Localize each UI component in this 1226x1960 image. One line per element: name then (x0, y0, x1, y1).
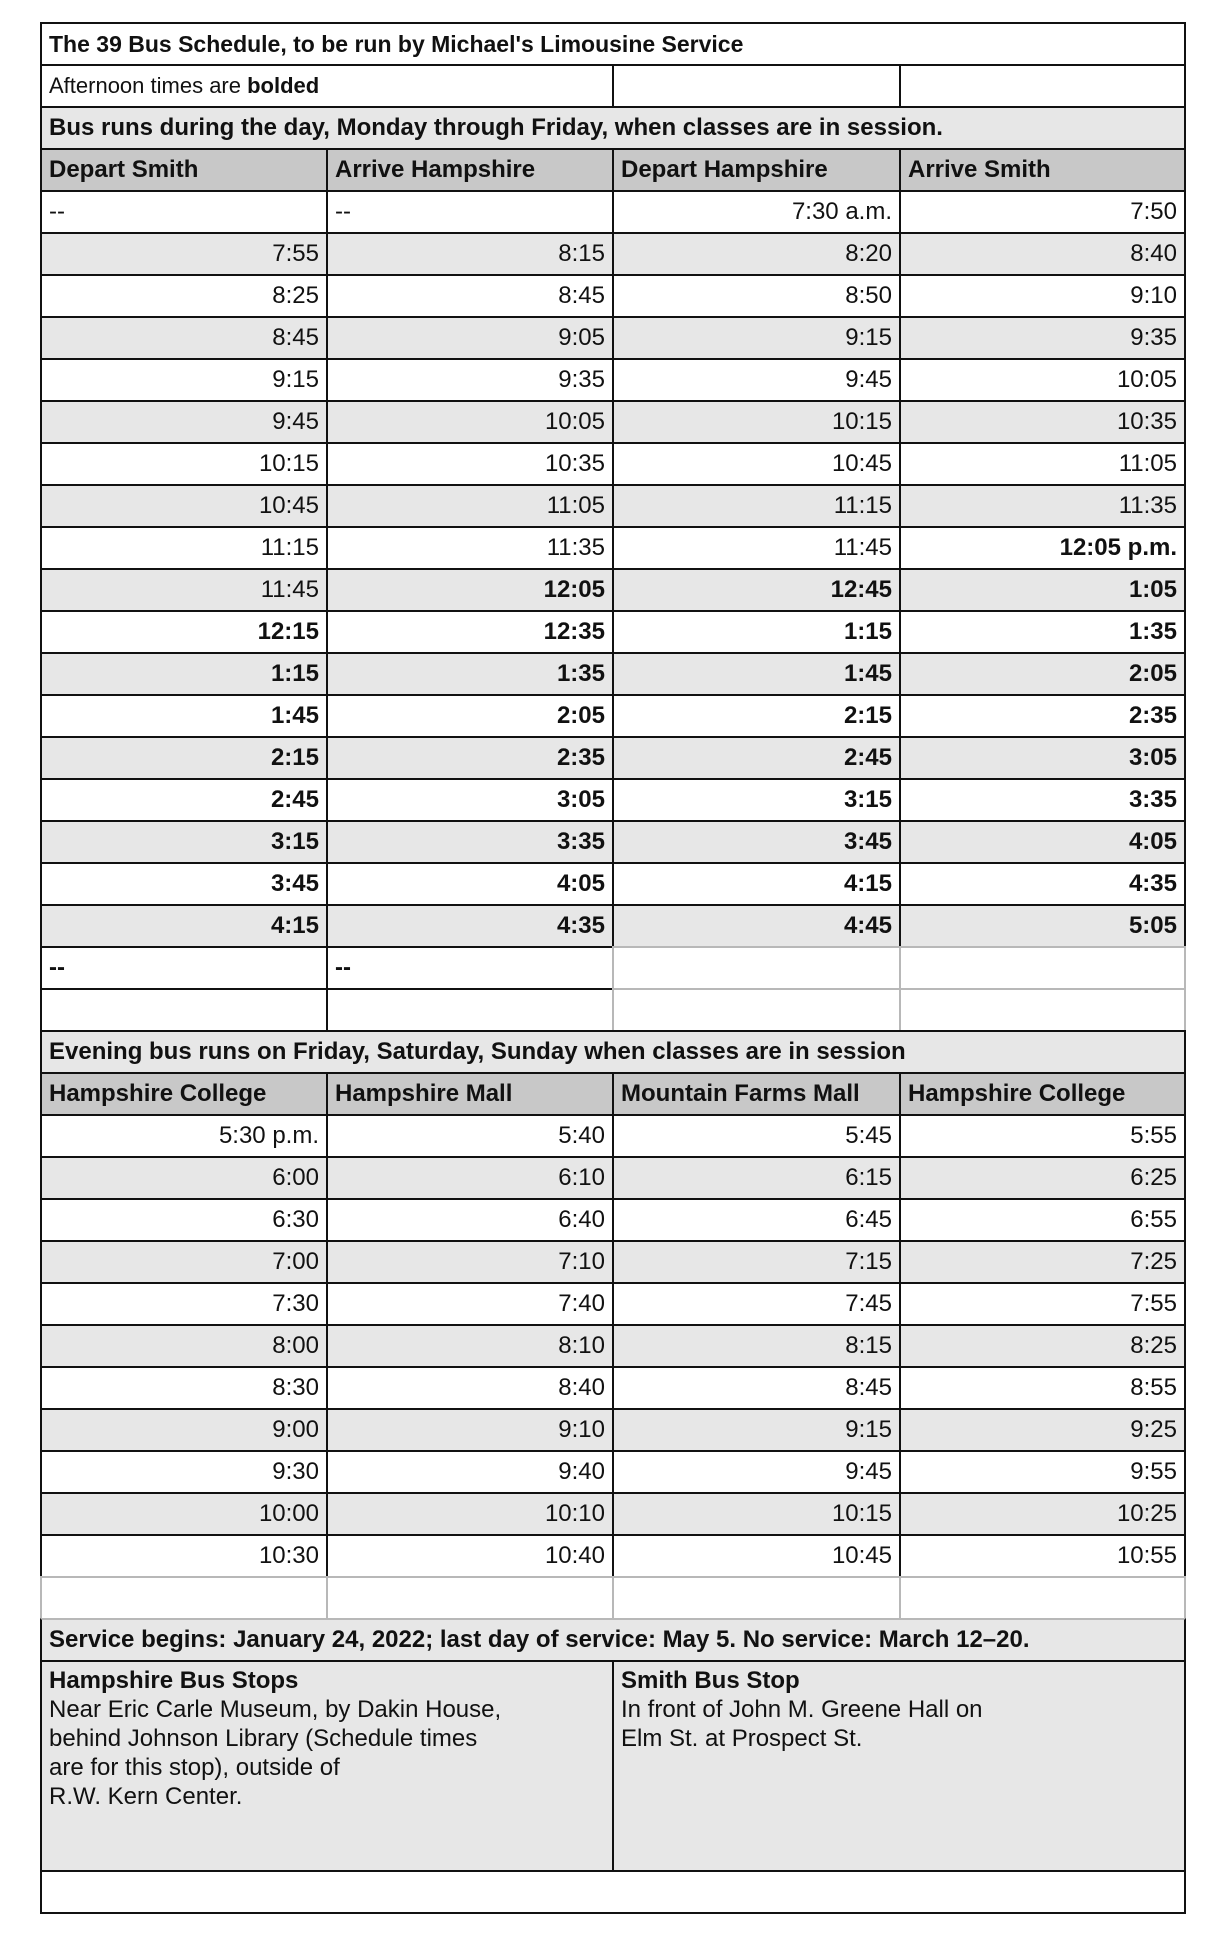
weekday-table-body (40, 190, 1186, 1030)
schedule-cell: 11:35 (326, 526, 612, 568)
afternoon-note (40, 64, 612, 106)
schedule-cell: -- (326, 190, 612, 232)
smith-stop-line: Elm St. at Prospect St. (621, 1725, 863, 1752)
schedule-cell: 8:45 (326, 274, 612, 316)
schedule-cell: 4:15 (612, 862, 899, 904)
schedule-cell: 9:10 (899, 274, 1186, 316)
schedule-cell: 1:15 (612, 610, 899, 652)
table-row (40, 1492, 1186, 1534)
schedule-cell: 4:05 (899, 820, 1186, 862)
schedule-cell: 11:15 (612, 484, 899, 526)
schedule-cell: 3:45 (612, 820, 899, 862)
empty-cell (612, 64, 899, 106)
schedule-cell: 10:55 (899, 1534, 1186, 1576)
schedule-cell: 7:50 (899, 190, 1186, 232)
schedule-cell: 6:30 (40, 1198, 326, 1240)
schedule-cell: 2:05 (899, 652, 1186, 694)
schedule-cell: 7:30 a.m. (612, 190, 899, 232)
schedule-cell: 3:05 (326, 778, 612, 820)
schedule-cell: 4:45 (612, 904, 899, 946)
schedule-cell: 8:45 (612, 1366, 899, 1408)
schedule-cell: 10:15 (612, 1492, 899, 1534)
schedule-cell: 11:45 (612, 526, 899, 568)
table-row (40, 862, 1186, 904)
schedule-cell: 1:05 (899, 568, 1186, 610)
schedule-cell: 2:45 (40, 778, 326, 820)
service-dates-note: Service begins: January 24, 2022; last day of service: May 5. No service: March 12–20. (40, 1618, 1186, 1660)
schedule-cell: 6:25 (899, 1156, 1186, 1198)
table-row (40, 274, 1186, 316)
schedule-cell: 9:10 (326, 1408, 612, 1450)
schedule-cell: 9:55 (899, 1450, 1186, 1492)
schedule-cell: 8:10 (326, 1324, 612, 1366)
empty-cell (899, 64, 1186, 106)
evening-heading: Evening bus runs on Friday, Saturday, Sunday when classes are in session (40, 1030, 1186, 1072)
schedule-cell: 3:15 (40, 820, 326, 862)
table-row (40, 778, 1186, 820)
schedule-cell: 8:45 (40, 316, 326, 358)
empty-cell (326, 1576, 612, 1618)
weekday-heading-row (40, 106, 1186, 148)
footer-blank-row (40, 1870, 1186, 1912)
schedule-cell: 6:55 (899, 1198, 1186, 1240)
hampshire-stops-line: R.W. Kern Center. (49, 1783, 243, 1810)
table-row (40, 484, 1186, 526)
table-row (40, 946, 1186, 988)
schedule-cell: 6:40 (326, 1198, 612, 1240)
column-header-hampshire-college: Hampshire College (40, 1072, 326, 1114)
table-row (40, 190, 1186, 232)
schedule-cell: 3:05 (899, 736, 1186, 778)
column-header-mountain-farms-mall: Mountain Farms Mall (612, 1072, 899, 1114)
schedule-cell: 10:40 (326, 1534, 612, 1576)
schedule-cell: 9:15 (40, 358, 326, 400)
table-row (40, 526, 1186, 568)
schedule-cell: 5:45 (612, 1114, 899, 1156)
schedule-cell: 11:45 (40, 568, 326, 610)
schedule-cell: 3:45 (40, 862, 326, 904)
service-note-row (40, 1618, 1186, 1660)
schedule-cell: 2:15 (612, 694, 899, 736)
schedule-cell: -- (40, 190, 326, 232)
table-row (40, 442, 1186, 484)
table-row (40, 1282, 1186, 1324)
schedule-cell: 2:15 (40, 736, 326, 778)
weekday-heading: Bus runs during the day, Monday through Friday, when classes are in session. (40, 106, 1186, 148)
empty-cell (40, 1576, 326, 1618)
hampshire-stops-title: Hampshire Bus Stops (49, 1667, 299, 1694)
table-row (40, 904, 1186, 946)
table-row (40, 736, 1186, 778)
schedule-cell: 11:35 (899, 484, 1186, 526)
note-bold-word: bolded (247, 73, 320, 98)
schedule-cell: 10:05 (326, 400, 612, 442)
schedule-cell: 6:45 (612, 1198, 899, 1240)
empty-cell (899, 1576, 1186, 1618)
schedule-cell: 10:05 (899, 358, 1186, 400)
table-row (40, 694, 1186, 736)
schedule-cell: 7:25 (899, 1240, 1186, 1282)
schedule-cell: 10:30 (40, 1534, 326, 1576)
hampshire-stops-line: are for this stop), outside of (49, 1754, 340, 1781)
hampshire-stops-line: Near Eric Carle Museum, by Dakin House, (49, 1696, 502, 1723)
schedule-cell: 8:25 (899, 1324, 1186, 1366)
schedule-cell: 2:45 (612, 736, 899, 778)
table-row (40, 1324, 1186, 1366)
schedule-cell: 10:15 (612, 400, 899, 442)
schedule-cell: 8:40 (899, 232, 1186, 274)
schedule-cell: 9:05 (326, 316, 612, 358)
table-row (40, 316, 1186, 358)
schedule-cell: 9:15 (612, 316, 899, 358)
table-row (40, 1114, 1186, 1156)
schedule-cell: 11:05 (326, 484, 612, 526)
schedule-cell: 6:10 (326, 1156, 612, 1198)
schedule-cell: 9:25 (899, 1408, 1186, 1450)
schedule-cell: 10:10 (326, 1492, 612, 1534)
hampshire-bus-stops (40, 1660, 612, 1870)
schedule-cell: 10:45 (40, 484, 326, 526)
schedule-cell: 6:00 (40, 1156, 326, 1198)
schedule-cell: 12:35 (326, 610, 612, 652)
schedule-cell: 8:40 (326, 1366, 612, 1408)
schedule-cell: 3:15 (612, 778, 899, 820)
table-row (40, 1408, 1186, 1450)
schedule-cell: 4:35 (899, 862, 1186, 904)
title-row (40, 22, 1186, 64)
table-bottom-border (40, 1912, 1186, 1914)
schedule-cell: 8:20 (612, 232, 899, 274)
schedule-cell: 2:05 (326, 694, 612, 736)
schedule-cell: 11:05 (899, 442, 1186, 484)
schedule-cell: 5:40 (326, 1114, 612, 1156)
table-row (40, 1366, 1186, 1408)
column-header-arrive-hampshire: Arrive Hampshire (326, 148, 612, 190)
schedule-cell: 7:00 (40, 1240, 326, 1282)
table-row (40, 988, 1186, 1030)
smith-stop-title: Smith Bus Stop (621, 1667, 800, 1694)
schedule-cell (612, 988, 899, 1030)
schedule-cell: 2:35 (326, 736, 612, 778)
schedule-cell: 10:35 (899, 400, 1186, 442)
schedule-cell: 9:45 (612, 358, 899, 400)
table-row (40, 1156, 1186, 1198)
schedule-cell: 7:40 (326, 1282, 612, 1324)
schedule-cell: 8:30 (40, 1366, 326, 1408)
evening-blank-row (40, 1576, 1186, 1618)
schedule-cell: 7:15 (612, 1240, 899, 1282)
table-row (40, 820, 1186, 862)
schedule-cell: 7:10 (326, 1240, 612, 1282)
schedule-cell: 10:00 (40, 1492, 326, 1534)
schedule-cell: 12:05 (326, 568, 612, 610)
schedule-cell: 8:50 (612, 274, 899, 316)
schedule-cell: 8:15 (326, 232, 612, 274)
schedule-cell: 9:35 (326, 358, 612, 400)
column-header-arrive-smith: Arrive Smith (899, 148, 1186, 190)
schedule-cell: 8:25 (40, 274, 326, 316)
smith-bus-stop (612, 1660, 1186, 1870)
table-row (40, 1450, 1186, 1492)
schedule-cell: 10:45 (612, 1534, 899, 1576)
empty-cell (612, 1576, 899, 1618)
table-row (40, 358, 1186, 400)
empty-cell (40, 1870, 1186, 1912)
schedule-cell: 3:35 (326, 820, 612, 862)
table-row (40, 1240, 1186, 1282)
schedule-cell: 11:15 (40, 526, 326, 568)
schedule-cell: 1:15 (40, 652, 326, 694)
schedule-cell: 1:45 (612, 652, 899, 694)
schedule-cell: -- (40, 946, 326, 988)
schedule-cell: 10:25 (899, 1492, 1186, 1534)
schedule-cell: 12:45 (612, 568, 899, 610)
schedule-cell: 10:45 (612, 442, 899, 484)
bus-stops-row (40, 1660, 1186, 1870)
column-header-depart-hampshire: Depart Hampshire (612, 148, 899, 190)
schedule-cell: 6:15 (612, 1156, 899, 1198)
schedule-cell: 9:30 (40, 1450, 326, 1492)
table-row (40, 1534, 1186, 1576)
schedule-cell: 10:35 (326, 442, 612, 484)
schedule-cell: 4:35 (326, 904, 612, 946)
schedule-cell: 9:00 (40, 1408, 326, 1450)
schedule-cell: 1:35 (899, 610, 1186, 652)
weekday-column-headers (40, 148, 1186, 190)
schedule-cell: 8:15 (612, 1324, 899, 1366)
schedule-cell (612, 946, 899, 988)
schedule-cell: 8:55 (899, 1366, 1186, 1408)
table-row (40, 652, 1186, 694)
schedule-cell (40, 988, 326, 1030)
schedule-cell: 8:00 (40, 1324, 326, 1366)
schedule-cell: 4:15 (40, 904, 326, 946)
column-header-hampshire-college-return: Hampshire College (899, 1072, 1186, 1114)
evening-column-headers (40, 1072, 1186, 1114)
schedule-cell: 3:35 (899, 778, 1186, 820)
note-row (40, 64, 1186, 106)
schedule-cell: 10:15 (40, 442, 326, 484)
schedule-cell: 9:40 (326, 1450, 612, 1492)
column-header-depart-smith: Depart Smith (40, 148, 326, 190)
schedule-cell: 9:15 (612, 1408, 899, 1450)
column-header-hampshire-mall: Hampshire Mall (326, 1072, 612, 1114)
schedule-cell: 1:45 (40, 694, 326, 736)
schedule-cell: 7:30 (40, 1282, 326, 1324)
smith-stop-line: In front of John M. Greene Hall on (621, 1696, 983, 1723)
evening-table-body (40, 1114, 1186, 1576)
bus-schedule-sheet (40, 22, 1186, 1914)
schedule-cell: 1:35 (326, 652, 612, 694)
schedule-title: The 39 Bus Schedule, to be run by Michael's Limousine Service (40, 22, 1186, 64)
schedule-cell: 12:05 p.m. (899, 526, 1186, 568)
schedule-cell: -- (326, 946, 612, 988)
schedule-cell: 7:55 (40, 232, 326, 274)
note-prefix: Afternoon times are (49, 73, 248, 98)
schedule-cell: 5:05 (899, 904, 1186, 946)
table-row (40, 400, 1186, 442)
schedule-cell: 2:35 (899, 694, 1186, 736)
schedule-cell (326, 988, 612, 1030)
table-row (40, 568, 1186, 610)
schedule-cell: 5:55 (899, 1114, 1186, 1156)
table-row (40, 610, 1186, 652)
table-row (40, 1198, 1186, 1240)
schedule-cell: 9:45 (612, 1450, 899, 1492)
schedule-cell: 7:45 (612, 1282, 899, 1324)
hampshire-stops-line: behind Johnson Library (Schedule times (49, 1725, 478, 1752)
schedule-cell: 7:55 (899, 1282, 1186, 1324)
schedule-cell (899, 946, 1186, 988)
schedule-cell: 5:30 p.m. (40, 1114, 326, 1156)
evening-heading-row (40, 1030, 1186, 1072)
schedule-cell (899, 988, 1186, 1030)
table-row (40, 232, 1186, 274)
schedule-cell: 9:45 (40, 400, 326, 442)
schedule-cell: 4:05 (326, 862, 612, 904)
schedule-cell: 9:35 (899, 316, 1186, 358)
schedule-cell: 12:15 (40, 610, 326, 652)
